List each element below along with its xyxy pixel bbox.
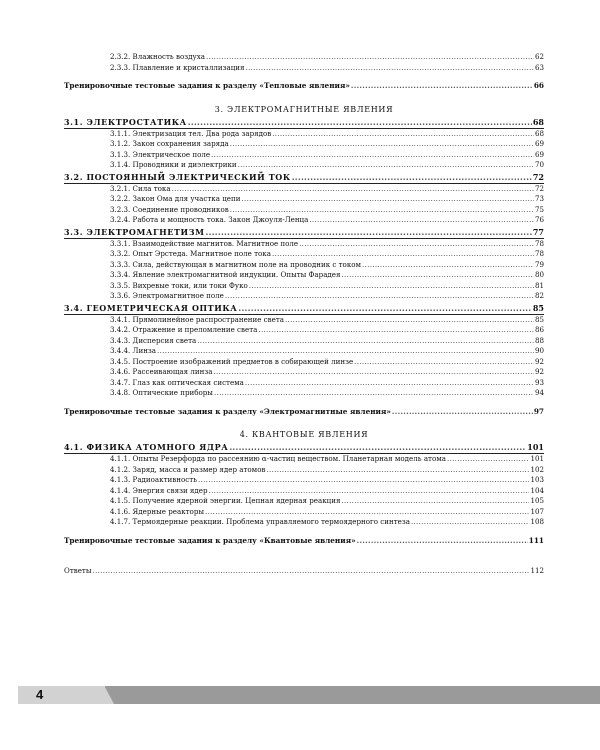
toc-subentry bbox=[64, 184, 544, 195]
dot-leader bbox=[238, 302, 531, 314]
toc-subentry bbox=[64, 63, 544, 74]
entry-label: 3.4.6. Рассеивающая линза bbox=[110, 367, 213, 376]
entry-label: 3.1.1. Электризация тел. Два рода зарядов bbox=[110, 128, 272, 138]
entry-page-number: 73 bbox=[534, 194, 544, 203]
entry-label: 3.2. ПОСТОЯННЫЙ ЭЛЕКТРИЧЕСКИЙ ТОК bbox=[64, 171, 291, 182]
entry-label: Тренировочные тестовые задания к разделу «Электромагнитные явления» bbox=[64, 406, 391, 416]
entry-label: 4.1.1. Опыты Резерфорда по рассеянию α-частиц веществом. Планетарная модель атома bbox=[110, 454, 447, 463]
toc-subentry bbox=[64, 475, 544, 486]
dot-leader bbox=[211, 150, 534, 161]
entry-page-number: 93 bbox=[534, 377, 544, 387]
entry-label: 3.4.8. Оптические приборы bbox=[110, 388, 213, 397]
toc-subentry bbox=[64, 194, 544, 205]
dot-leader bbox=[209, 486, 530, 497]
toc-subentry bbox=[64, 486, 544, 497]
entry-label: 3.2.3. Соединение проводников bbox=[110, 204, 229, 214]
dot-leader bbox=[266, 465, 529, 476]
entry-page-number: 79 bbox=[534, 259, 544, 269]
toc-subentry bbox=[64, 270, 544, 281]
part-heading: 4. КВАНТОВЫЕ ЯВЛЕНИЯ bbox=[239, 430, 369, 439]
entry-label: Ответы bbox=[64, 566, 92, 575]
entry-label: 3.1.2. Закон сохранения заряда bbox=[110, 139, 229, 148]
entry-label: 3.4.7. Глаз как оптическая система bbox=[110, 377, 244, 387]
dot-leader bbox=[245, 378, 534, 389]
toc-subentry bbox=[64, 150, 544, 161]
entry-page-number: 92 bbox=[534, 356, 544, 366]
toc-subentry bbox=[64, 325, 544, 336]
entry-page-number: 97 bbox=[533, 406, 544, 416]
entry-label: 3.3.1. Взаимодействие магнитов. Магнитное поле bbox=[110, 238, 299, 248]
entry-page-number: 66 bbox=[533, 81, 544, 90]
entry-page-number: 88 bbox=[534, 335, 544, 345]
dot-leader bbox=[230, 205, 534, 216]
entry-page-number: 78 bbox=[534, 238, 544, 248]
dot-leader bbox=[213, 367, 534, 378]
dot-leader bbox=[341, 270, 533, 281]
toc-subentry bbox=[64, 378, 544, 389]
page-number: 4 bbox=[36, 687, 44, 702]
dot-leader bbox=[229, 441, 526, 453]
spacer bbox=[64, 399, 544, 407]
entry-label: 3.3. ЭЛЕКТРОМАГНЕТИЗМ bbox=[64, 226, 205, 237]
entry-page-number: 86 bbox=[534, 325, 544, 334]
entry-page-number: 112 bbox=[530, 566, 544, 575]
dot-leader bbox=[357, 536, 528, 547]
entry-page-number: 76 bbox=[534, 215, 544, 224]
dot-leader bbox=[354, 357, 534, 368]
toc-subentry bbox=[64, 139, 544, 150]
page-footer bbox=[0, 686, 600, 704]
entry-label: 4.1.2. Заряд, масса и размер ядер атомов bbox=[110, 464, 266, 474]
dot-leader bbox=[230, 139, 534, 150]
dot-leader bbox=[197, 336, 534, 347]
dot-leader bbox=[411, 517, 530, 528]
entry-page-number: 101 bbox=[527, 442, 544, 452]
entry-page-number: 104 bbox=[530, 485, 544, 495]
entry-label: 3.1.4. Проводники и диэлектрики bbox=[110, 160, 237, 169]
entry-label: 2.3.2. Влажность воздуха bbox=[110, 52, 205, 61]
toc-subentry bbox=[64, 315, 544, 326]
entry-label: 3.4. ГЕОМЕТРИЧЕСКАЯ ОПТИКА bbox=[64, 302, 238, 313]
dot-leader bbox=[249, 281, 534, 292]
entry-page-number: 62 bbox=[534, 52, 544, 61]
dot-leader bbox=[362, 260, 534, 271]
toc-section bbox=[64, 302, 544, 315]
part-heading: 3. ЭЛЕКТРОМАГНИТНЫЕ ЯВЛЕНИЯ bbox=[214, 104, 394, 114]
dot-leader bbox=[447, 454, 529, 465]
toc-section bbox=[64, 116, 544, 129]
toc-subentry bbox=[64, 260, 544, 271]
entry-label: 3.4.3. Дисперсия света bbox=[110, 335, 197, 345]
toc-subentry bbox=[64, 239, 544, 250]
toc-subentry bbox=[64, 160, 544, 171]
entry-page-number: 70 bbox=[534, 160, 544, 169]
entry-page-number: 85 bbox=[534, 314, 544, 324]
entry-page-number: 69 bbox=[534, 149, 544, 159]
dot-leader bbox=[246, 63, 534, 74]
toc-subentry bbox=[64, 52, 544, 63]
dot-leader bbox=[206, 52, 534, 63]
entry-label: 3.1.3. Электрическое поле bbox=[110, 149, 211, 159]
entry-label: 3.4.1. Прямолинейное распространение света bbox=[110, 314, 284, 324]
dot-leader bbox=[238, 160, 534, 171]
entry-page-number: 78 bbox=[534, 249, 544, 258]
entry-page-number: 68 bbox=[532, 116, 544, 127]
entry-page-number: 80 bbox=[534, 270, 544, 279]
spacer bbox=[64, 528, 544, 536]
entry-label: Тренировочные тестовые задания к разделу «Тепловые явления» bbox=[64, 81, 350, 90]
toc-subentry bbox=[64, 215, 544, 226]
entry-page-number: 94 bbox=[534, 388, 544, 397]
entry-page-number: 82 bbox=[534, 291, 544, 300]
entry-page-number: 103 bbox=[530, 475, 544, 484]
entry-label: 4.1.7. Термоядерные реакции. Проблема управляемого термоядерного синтеза bbox=[110, 517, 410, 526]
entry-page-number: 69 bbox=[534, 139, 544, 148]
table-of-contents bbox=[64, 52, 544, 577]
dot-leader bbox=[392, 407, 533, 418]
entry-label: 2.3.3. Плавление и кристаллизация bbox=[110, 62, 245, 72]
toc-subentry bbox=[64, 388, 544, 399]
dot-leader bbox=[188, 116, 532, 128]
entry-label: 4.1. ФИЗИКА АТОМНОГО ЯДРА bbox=[64, 442, 229, 452]
spacer bbox=[64, 546, 544, 566]
spacer bbox=[64, 417, 544, 429]
entry-label: 3.4.5. Построение изображений предметов в собирающей линзе bbox=[110, 356, 354, 366]
toc-subentry bbox=[64, 517, 544, 528]
toc-subentry bbox=[64, 454, 544, 465]
entry-page-number: 77 bbox=[532, 226, 544, 237]
dot-leader bbox=[299, 239, 534, 250]
dot-leader bbox=[241, 194, 534, 205]
entry-page-number: 63 bbox=[534, 62, 544, 72]
entry-page-number: 101 bbox=[530, 454, 544, 463]
toc-subentry bbox=[64, 367, 544, 378]
entry-page-number: 107 bbox=[530, 506, 544, 516]
toc-entry bbox=[64, 566, 544, 577]
toc-subentry bbox=[64, 336, 544, 347]
dot-leader bbox=[206, 226, 532, 238]
toc-subentry bbox=[64, 129, 544, 140]
entry-page-number: 72 bbox=[532, 171, 544, 182]
dot-leader bbox=[225, 291, 534, 302]
entry-label: 3.2.2. Закон Ома для участка цепи bbox=[110, 194, 241, 203]
dot-leader bbox=[157, 346, 534, 357]
toc-subentry bbox=[64, 205, 544, 216]
entry-label: 4.1.3. Радиоактивность bbox=[110, 475, 197, 484]
entry-label: Тренировочные тестовые задания к разделу «Квантовые явления» bbox=[64, 535, 356, 545]
toc-subentry bbox=[64, 496, 544, 507]
entry-page-number: 102 bbox=[530, 464, 544, 474]
dot-leader bbox=[272, 249, 534, 260]
entry-label: 4.1.4. Энергия связи ядер bbox=[110, 485, 208, 495]
dot-leader bbox=[258, 325, 534, 336]
dot-leader bbox=[341, 496, 529, 507]
dot-leader bbox=[93, 566, 530, 577]
entry-label: 3.3.3. Сила, действующая в магнитном поле на проводник с током bbox=[110, 259, 362, 269]
toc-subentry bbox=[64, 465, 544, 476]
toc-training-entry bbox=[64, 536, 544, 547]
entry-label: 3.2.4. Работа и мощность тока. Закон Джоуля-Ленца bbox=[110, 215, 309, 224]
toc-section bbox=[64, 226, 544, 239]
dot-leader bbox=[172, 184, 534, 195]
dot-leader bbox=[285, 315, 534, 326]
toc-subentry bbox=[64, 346, 544, 357]
dot-leader bbox=[292, 171, 532, 183]
entry-label: 3.3.6. Электромагнитное поле bbox=[110, 291, 224, 300]
dot-leader bbox=[272, 129, 534, 140]
dot-leader bbox=[205, 507, 529, 518]
toc-subentry bbox=[64, 281, 544, 292]
entry-page-number: 92 bbox=[534, 367, 544, 376]
entry-page-number: 68 bbox=[534, 128, 544, 138]
entry-label: 3.3.2. Опыт Эрстеда. Магнитное поле тока bbox=[110, 249, 271, 258]
dot-leader bbox=[351, 81, 533, 92]
entry-page-number: 81 bbox=[534, 280, 544, 290]
entry-page-number: 72 bbox=[534, 183, 544, 193]
toc-training-entry bbox=[64, 407, 544, 418]
entry-page-number: 108 bbox=[530, 517, 544, 526]
footer-bar bbox=[105, 686, 600, 704]
entry-label: 3.4.4. Линза bbox=[110, 346, 157, 355]
toc-subentry bbox=[64, 357, 544, 368]
dot-leader bbox=[309, 215, 534, 226]
entry-label: 3.3.5. Вихревые токи, или токи Фуко bbox=[110, 280, 248, 290]
toc-subentry bbox=[64, 291, 544, 302]
entry-page-number: 85 bbox=[532, 302, 544, 313]
dot-leader bbox=[214, 388, 534, 399]
toc-subentry bbox=[64, 507, 544, 518]
entry-page-number: 90 bbox=[534, 346, 544, 355]
entry-label: 3.3.4. Явление электромагнитной индукции. Опыты Фарадея bbox=[110, 270, 341, 279]
spacer bbox=[64, 92, 544, 104]
entry-label: 4.1.6. Ядерные реакторы bbox=[110, 506, 205, 516]
entry-page-number: 75 bbox=[534, 204, 544, 214]
entry-page-number: 111 bbox=[528, 535, 544, 545]
entry-label: 3.4.2. Отражение и преломление света bbox=[110, 325, 258, 334]
toc-training-entry bbox=[64, 81, 544, 92]
dot-leader bbox=[198, 475, 529, 486]
entry-label: 4.1.5. Получение ядерной энергии. Цепная ядерная реакция bbox=[110, 496, 341, 505]
entry-label: 3.2.1. Сила тока bbox=[110, 183, 171, 193]
toc-section bbox=[64, 171, 544, 184]
toc-subentry bbox=[64, 249, 544, 260]
entry-page-number: 105 bbox=[530, 496, 544, 505]
spacer bbox=[64, 73, 544, 81]
entry-label: 3.1. ЭЛЕКТРОСТАТИКА bbox=[64, 116, 187, 127]
toc-section bbox=[64, 441, 544, 454]
footer-page-tab bbox=[18, 686, 114, 704]
